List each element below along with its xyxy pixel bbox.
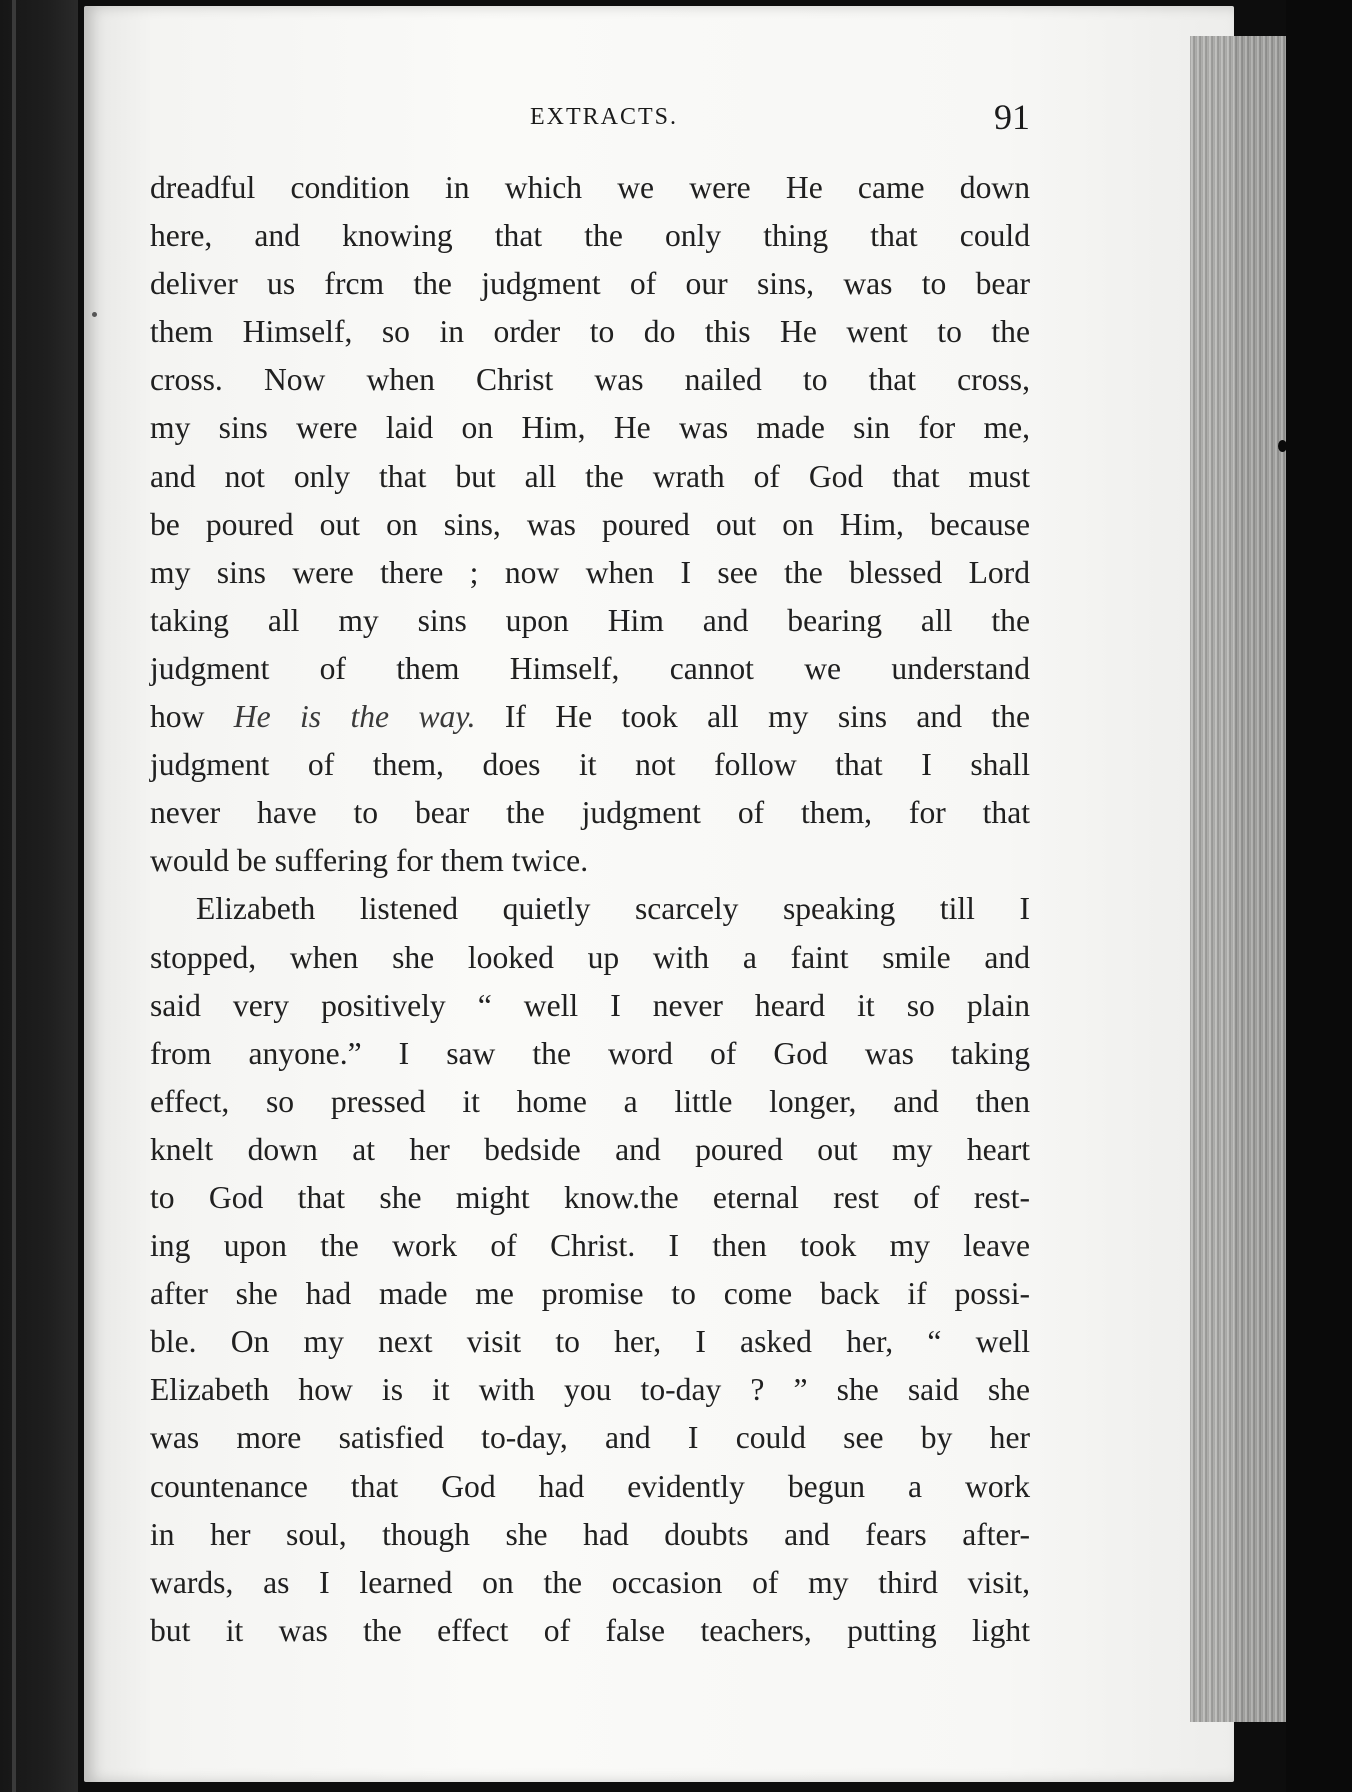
text-line: to God that she might know.the eternal rest of rest- <box>150 1179 1030 1215</box>
text-line: was more satisfied to-day, and I could see by her <box>150 1420 1030 1456</box>
text-line: ing upon the work of Christ. I then took my leave <box>150 1228 1030 1264</box>
page-fore-edge <box>1190 36 1286 1722</box>
text-line: ble. On my next visit to her, I asked her, “ well <box>150 1324 1030 1360</box>
text-line: from anyone.” I saw the word of God was taking <box>150 1035 1030 1071</box>
text-line: knelt down at her bedside and poured out my heart <box>150 1131 1030 1167</box>
line-post-text: If He took all my sins and the <box>475 699 1030 735</box>
text-line-last: would be suffering for them twice. <box>150 843 589 879</box>
text-line-with-italic <box>150 693 1030 741</box>
text-line: them Himself, so in order to do this He went to the <box>150 314 1030 350</box>
text-line: but it was the effect of false teachers, putting light <box>150 1612 1030 1648</box>
dust-speck <box>1278 440 1287 452</box>
text-line: be poured out on sins, was poured out on Him, because <box>150 506 1030 542</box>
text-line: deliver us frcm the judgment of our sins, was to bear <box>150 266 1030 302</box>
page-body-text <box>150 164 1030 1655</box>
text-line: never have to bear the judgment of them, for that <box>150 795 1030 831</box>
book-gutter <box>0 0 78 1792</box>
running-head: EXTRACTS. <box>529 104 678 130</box>
text-line: Elizabeth how is it with you to-day ? ” she said she <box>150 1372 1030 1408</box>
text-line: in her soul, though she had doubts and fears after- <box>150 1516 1030 1552</box>
page-number: 91 <box>994 97 1030 137</box>
text-line: cross. Now when Christ was nailed to that cross, <box>150 362 1030 398</box>
text-line: and not only that but all the wrath of God that must <box>150 458 1030 494</box>
text-line-indented: Elizabeth listened quietly scarcely speaking till I <box>196 891 1030 927</box>
paragraph-1 <box>150 164 1030 885</box>
dust-speck <box>92 312 97 317</box>
text-line: my sins were there ; now when I see the blessed Lord <box>150 554 1030 590</box>
text-line: after she had made me promise to come back if possi- <box>150 1276 1030 1312</box>
text-line: wards, as I learned on the occasion of my third visit, <box>150 1564 1030 1600</box>
text-line: my sins were laid on Him, He was made sin for me, <box>150 410 1030 446</box>
text-line: stopped, when she looked up with a faint smile and <box>150 939 1030 975</box>
text-line: effect, so pressed it home a little longer, and then <box>150 1083 1030 1119</box>
paragraph-2 <box>150 885 1030 1655</box>
text-line: here, and knowing that the only thing that could <box>150 218 1030 254</box>
text-line: judgment of them Himself, cannot we understand <box>150 650 1030 686</box>
text-line: taking all my sins upon Him and bearing all the <box>150 602 1030 638</box>
right-margin-shadow <box>1286 0 1352 1792</box>
line-pre-text: how <box>150 699 234 735</box>
text-line: countenance that God had evidently begun a work <box>150 1468 1030 1504</box>
text-line: dreadful condition in which we were He came down <box>150 170 1030 205</box>
text-line: said very positively “ well I never heard it so plain <box>150 987 1030 1023</box>
dust-speck <box>1320 756 1330 763</box>
gutter-edge <box>12 0 16 1792</box>
page-header <box>178 98 1030 148</box>
text-line: judgment of them, does it not follow that I shall <box>150 747 1030 783</box>
italic-phrase: He is the way. <box>233 699 476 735</box>
